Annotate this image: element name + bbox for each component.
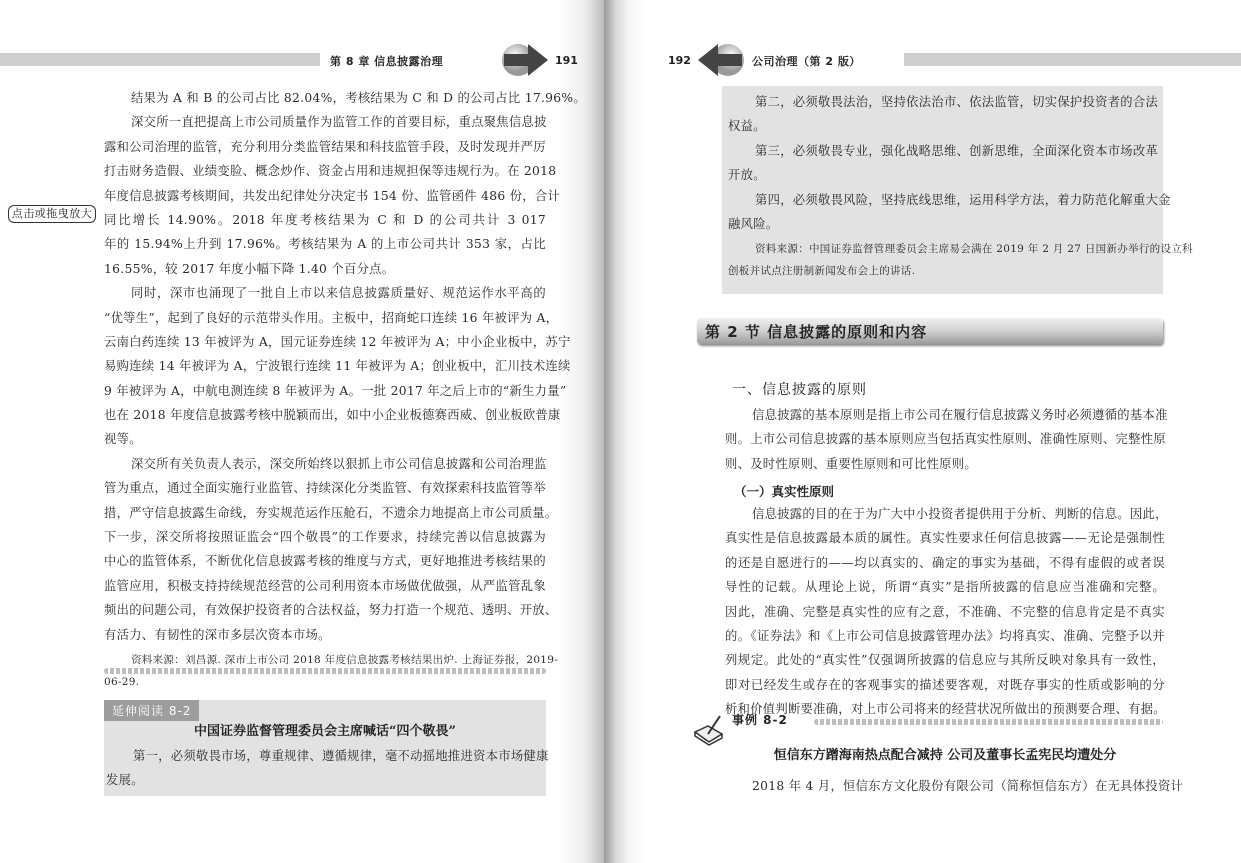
text-line: 信息披露的目的在于为广大中小投资者提供用于分析、判断的信息。因此， <box>752 507 1168 521</box>
text-line: 第三，必须敬畏专业，强化战略思维、创新思维，全面深化资本市场改革 <box>755 143 1159 158</box>
text-line: 同比增长 14.90%。2018 年度考核结果为 C 和 D 的公司共计 3 017 <box>104 212 546 227</box>
text-line: 深交所一直把提高上市公司质量作为监管工作的首要目标，重点聚焦信息披 <box>131 115 547 130</box>
text-line: 信息披露的基本原则是指上市公司在履行信息披露义务时必须遵循的基本准 <box>752 408 1168 422</box>
intro-text <box>725 403 1168 476</box>
extended-reading-text <box>106 744 549 793</box>
source-line: 资料来源：中国证券监督管理委员会主席易会满在 2019 年 2 月 27 日国新办举行的设立科 <box>755 243 1193 255</box>
body-text <box>104 86 586 647</box>
text-line: 真实性是信息披露最本质的属性。真实性要求任何信息披露——无论是强制性 <box>725 531 1165 546</box>
text-line: 管为重点，通过全面实施行业监管、持续深化分类监管、有效探索科技监管等举 <box>104 481 546 496</box>
heading-principles: 一、信息披露的原则 <box>732 382 867 398</box>
heading-truthfulness: （一）真实性原则 <box>734 484 835 499</box>
text-line: 的。《证券法》和《上市公司信息披露管理办法》均将真实、准确、完整予以并 <box>725 628 1165 643</box>
text-line: 因此，准确、完整是真实性的应有之意，不准确、不完整的信息肯定是不真实 <box>725 604 1165 619</box>
text-line: 中心的监管体系，不断优化信息披露考核的维度与方式，更好地推进考核结果的 <box>104 554 546 569</box>
truthfulness-text <box>725 502 1168 722</box>
quote-source <box>728 238 1193 282</box>
text-line: 频出的问题公司，有效保护投资者的合法权益，努力打造一个规范、透明、开放、 <box>104 603 558 618</box>
text-line: 监管应用，积极支持持续规范经营的公司利用资本市场做优做强，从严监管乱象 <box>104 578 546 593</box>
extended-reading-tag: 延伸阅读 8-2 <box>104 700 199 721</box>
text-line: 打击财务造假、业绩变脸、概念炒作、资金占用和违规担保等违规行为。在 2018 <box>104 164 557 179</box>
section-title-bar <box>697 318 1163 344</box>
case-label: 事例 8-2 <box>732 713 788 727</box>
text-line: 第四，必须敬畏风险，坚持底线思维，运用科学方法，着力防范化解重大金 <box>755 192 1171 207</box>
wavy-divider <box>104 668 546 674</box>
chapter-title: 第 8 章 信息披露治理 <box>330 55 444 68</box>
case-text <box>725 774 1184 798</box>
header-bar <box>0 53 320 66</box>
text-line: 则、及时性原则、重要性原则和可比性原则。 <box>725 456 977 471</box>
text-line: 第一，必须敬畏市场，尊重规律、遵循规律，毫不动摇地推进资本市场健康 <box>133 749 549 763</box>
text-line: 视等。 <box>104 432 142 447</box>
text-line: 年度信息披露考核期间，共发出纪律处分决定书 154 份、监管函件 486 份，合计 <box>104 188 561 203</box>
text-line: 同时，深市也涌现了一批自上市以来信息披露质量好、规范运作水平高的 <box>131 286 546 301</box>
text-line: 深交所有关负责人表示，深交所始终以狠抓上市公司信息披露和公司治理监 <box>131 456 547 471</box>
wavy-divider <box>814 719 1163 725</box>
text-line: 露和公司治理的监管，充分利用分类监管结果和科技监管手段，及时发现并严厉 <box>104 139 546 154</box>
extended-reading-box <box>104 700 549 796</box>
text-line: 析和价值判断要准确，对上市公司将来的经营状况所做出的预测要合理、有据。 <box>725 702 1166 717</box>
text-line: 下一步，深交所将按照证监会“四个敬畏”的工作要求，持续完善以信息披露为 <box>104 530 546 545</box>
notebook-pen-icon <box>692 712 726 746</box>
text-line: 结果为 A 和 B 的公司占比 82.04%，考核结果为 C 和 D 的公司占比 17.96%。 <box>131 91 586 105</box>
text-line: “优等生”，起到了良好的示范带头作用。主板中，招商蛇口连续 16 年被评为 A， <box>104 310 559 325</box>
next-arrow-icon <box>498 40 552 80</box>
extended-reading-title: 中国证券监督管理委员会主席喊话“四个敬畏” <box>194 724 456 739</box>
text-line: 则。上市公司信息披露的基本原则应当包括真实性原则、准确性原则、完整性原 <box>725 432 1166 447</box>
text-line: 2018 年 4 月，恒信东方文化股份有限公司（简称恒信东方）在无具体投资计 <box>752 779 1184 793</box>
text-line: 权益。 <box>728 119 766 134</box>
right-page <box>604 0 1241 863</box>
text-line: 9 年被评为 A，中航电测连续 8 年被评为 A。一批 2017 年之后上市的“新生力量” <box>104 383 567 398</box>
zoom-tooltip[interactable]: 点击或拖曳放大 <box>8 205 96 223</box>
text-line: 列规定。此处的“真实性”仅强调所披露的信息应与其所反映对象具有一致性， <box>725 653 1165 668</box>
book-title: 公司治理（第 2 版） <box>752 55 861 68</box>
quote-box <box>722 86 1193 294</box>
text-line: 融风险。 <box>728 216 779 231</box>
page-number: 191 <box>555 54 578 67</box>
left-page <box>0 0 604 863</box>
text-line: 的还是自愿进行的——均以真实的、确定的事实为基础，不得有虚假的或者误 <box>725 555 1165 570</box>
header-bar <box>904 53 1241 66</box>
text-line: 16.55%，较 2017 年度小幅下降 1.40 个百分点。 <box>104 261 395 276</box>
text-line: 云南白药连续 13 年被评为 A，国元证券连续 12 年被评为 A；中小企业板中，苏宁 <box>104 334 571 349</box>
text-line: 年的 15.94%上升到 17.96%。考核结果为 A 的上市公司共计 353 家，占比 <box>104 237 546 252</box>
text-line: 也在 2018 年度信息披露考核中脱颖而出，如中小企业板德赛西威、创业板欧普康 <box>104 408 561 423</box>
quote-text <box>728 90 1171 236</box>
source-line: 创板并试点注册制新闻发布会上的讲话. <box>728 265 916 277</box>
text-line: 发展。 <box>106 773 144 788</box>
text-line: 第二，必须敬畏法治，坚持依法治市、依法监管，切实保护投资者的合法 <box>755 95 1159 109</box>
case-title: 恒信东方蹭海南热点配合减持 公司及董事长孟宪民均遭处分 <box>773 748 1117 763</box>
text-line: 易购连续 14 年被评为 A，宁波银行连续 11 年被评为 A；创业板中，汇川技术连续 <box>104 359 571 374</box>
text-line: 措，严守信息披露生命线，夯实规范运作压舱石，不遗余力地提高上市公司质量。 <box>104 505 558 520</box>
section-title: 第 2 节 信息披露的原则和内容 <box>705 323 928 341</box>
text-line: 导性的记载。从理论上说，所谓“真实”是指所披露的信息应当准确和完整。 <box>725 580 1165 595</box>
prev-arrow-icon <box>694 40 748 80</box>
page-number: 192 <box>668 54 691 67</box>
text-line: 即对已经发生或存在的客观事实的描述要客观，对既存事实的性质或影响的分 <box>725 677 1165 692</box>
source-line: 06-29. <box>104 676 140 688</box>
text-line: 开放。 <box>728 168 766 183</box>
source-line: 资料来源：刘昌源. 深市上市公司 2018 年度信息披露考核结果出炉. 上海证券报，2019- <box>131 654 559 666</box>
text-line: 有活力、有韧性的深市多层次资本市场。 <box>104 627 331 642</box>
